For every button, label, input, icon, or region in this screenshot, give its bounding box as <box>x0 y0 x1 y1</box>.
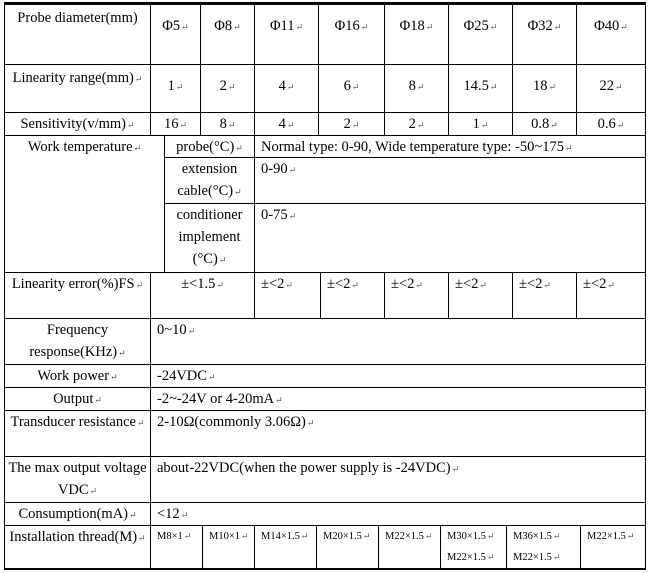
paragraph-mark: ↵ <box>626 531 635 541</box>
max-output-voltage-label-text: The max output voltage VDC <box>8 460 147 498</box>
paragraph-mark: ↵ <box>552 531 561 541</box>
diameter-cell <box>200 4 254 64</box>
paragraph-mark: ↵ <box>486 531 495 541</box>
paragraph-mark: ↵ <box>425 22 434 32</box>
linearity-range-cell <box>384 64 448 112</box>
linearity-range-value: 2 <box>219 78 227 94</box>
sensitivity-value: 2 <box>343 116 351 132</box>
paragraph-mark: ↵ <box>550 120 558 130</box>
thread-cell <box>254 525 316 570</box>
paragraph-mark: ↵ <box>415 280 423 290</box>
diameter-value: Φ18 <box>399 18 425 34</box>
thread-value: M10×1 <box>209 531 241 542</box>
paragraph-mark: ↵ <box>489 22 498 32</box>
work-power-value-text: -24VDC <box>157 368 207 384</box>
max-output-voltage-label <box>4 456 150 502</box>
sensitivity-label-text: Sensitivity(v/mm) <box>20 116 126 132</box>
paragraph-mark: ↵ <box>110 372 118 382</box>
sensitivity-value: 16 <box>163 116 179 132</box>
linearity-range-value: 8 <box>408 78 416 94</box>
paragraph-mark: ↵ <box>133 143 142 153</box>
linearity-error-label-text: Linearity error(%)FS <box>11 276 135 292</box>
paragraph-mark: ↵ <box>180 510 189 520</box>
linearity-range-value: 4 <box>278 78 286 94</box>
extension-cable-sub-text: extension cable(°C) <box>177 161 238 199</box>
sensitivity-value: 4 <box>278 116 286 132</box>
thread-value: M22×1.5 <box>587 531 626 542</box>
output-value-text: -2~-24V or 4-20mA <box>157 391 275 407</box>
spec-table <box>4 2 646 570</box>
conditioner-value <box>254 203 646 272</box>
diameter-cell <box>448 4 512 64</box>
output-label-text: Output <box>53 391 94 407</box>
sensitivity-value: 0.8 <box>531 116 550 132</box>
work-power-value <box>150 364 646 387</box>
diameter-value: Φ8 <box>214 18 233 34</box>
transducer-resistance-label-text: Transducer resistance <box>10 414 136 430</box>
paragraph-mark: ↵ <box>241 531 249 541</box>
transducer-resistance-value <box>150 410 646 456</box>
paragraph-mark: ↵ <box>235 143 243 153</box>
work-temperature-label <box>4 135 164 272</box>
work-power-label-text: Work power <box>37 368 110 384</box>
paragraph-mark: ↵ <box>553 22 562 32</box>
thread-value: M22×1.5 <box>513 552 552 563</box>
linearity-range-label <box>4 64 150 112</box>
linearity-error-value: ±<2 <box>583 276 607 292</box>
linearity-range-cell <box>200 64 254 112</box>
conditioner-sub-text: conditioner implement (°C) <box>176 207 243 267</box>
sensitivity-cell <box>150 112 200 135</box>
linearity-range-value: 18 <box>532 78 548 94</box>
sensitivity-value: 8 <box>219 116 227 132</box>
linearity-range-value: 1 <box>167 78 175 94</box>
probe-temp-value-text: Normal type: 0-90, Wide temperature type: -50~175 <box>261 139 564 155</box>
paragraph-mark: ↵ <box>234 187 242 197</box>
thread-cell <box>202 525 254 570</box>
thread-value: M22×1.5 <box>447 552 486 563</box>
linearity-range-cell <box>254 64 318 112</box>
linearity-error-value: ±<2 <box>261 276 285 292</box>
work-power-label <box>4 364 150 387</box>
thread-cell <box>378 525 440 570</box>
linearity-error-cell <box>448 272 512 318</box>
paragraph-mark: ↵ <box>424 531 433 541</box>
paragraph-mark: ↵ <box>479 280 487 290</box>
linearity-error-cell <box>384 272 448 318</box>
paragraph-mark: ↵ <box>126 120 135 130</box>
sensitivity-cell <box>512 112 576 135</box>
extension-cable-value <box>254 157 646 203</box>
max-output-voltage-value-text: about-22VDC(when the power supply is -24VDC) <box>157 460 451 476</box>
linearity-error-value: ±<2 <box>519 276 543 292</box>
linearity-error-cell <box>576 272 646 318</box>
linearity-error-label <box>4 272 150 318</box>
linearity-range-cell <box>512 64 576 112</box>
paragraph-mark: ↵ <box>218 255 227 265</box>
paragraph-mark: ↵ <box>129 510 137 520</box>
paragraph-mark: ↵ <box>616 120 625 130</box>
diameter-cell <box>318 4 384 64</box>
probe-temp-sub-text: probe(°C) <box>176 139 235 155</box>
diameter-cell <box>384 4 448 64</box>
probe-temp-value <box>254 135 646 157</box>
consumption-value-text: <12 <box>157 506 180 522</box>
thread-cell <box>150 525 202 570</box>
paragraph-mark: ↵ <box>489 82 498 92</box>
thread-cell <box>580 525 646 570</box>
thread-value: M8×1 <box>157 531 183 542</box>
paragraph-mark: ↵ <box>351 280 359 290</box>
paragraph-mark: ↵ <box>135 280 144 290</box>
frequency-response-label <box>4 318 150 364</box>
diameter-value: Φ11 <box>269 18 295 34</box>
linearity-range-value: 22 <box>599 78 614 94</box>
diameter-cell <box>576 4 646 64</box>
probe-diameter-label <box>4 4 150 64</box>
thread-value: M30×1.5 <box>447 531 486 542</box>
diameter-cell <box>254 4 318 64</box>
sensitivity-cell <box>254 112 318 135</box>
paragraph-mark: ↵ <box>620 22 628 32</box>
transducer-resistance-value-text: 2-10Ω(commonly 3.06Ω) <box>157 414 306 430</box>
paragraph-mark: ↵ <box>286 82 295 92</box>
max-output-voltage-value <box>150 456 646 502</box>
frequency-response-label-text: Frequency response(KHz) <box>29 322 118 360</box>
thread-value: M14×1.5 <box>261 531 300 542</box>
consumption-label-text: Consumption(mA) <box>18 506 128 522</box>
probe-temp-sub-label <box>164 135 254 157</box>
paragraph-mark: ↵ <box>416 120 425 130</box>
installation-thread-label <box>4 525 150 570</box>
conditioner-sub-label <box>164 203 254 272</box>
linearity-error-cell <box>150 272 254 318</box>
linearity-error-cell <box>320 272 384 318</box>
paragraph-mark: ↵ <box>306 418 315 428</box>
paragraph-mark: ↵ <box>362 531 371 541</box>
work-temperature-label-text: Work temperature <box>27 139 133 155</box>
extension-cable-sub-label <box>164 157 254 203</box>
sensitivity-label <box>4 112 150 135</box>
paragraph-mark: ↵ <box>138 533 146 543</box>
conditioner-value-text: 0-75 <box>261 207 288 223</box>
paragraph-mark: ↵ <box>181 22 189 32</box>
thread-value: M22×1.5 <box>385 531 424 542</box>
paragraph-mark: ↵ <box>216 280 224 290</box>
linearity-error-value: ±<2 <box>391 276 415 292</box>
thread-value: M20×1.5 <box>323 531 362 542</box>
transducer-resistance-label <box>4 410 150 456</box>
paragraph-mark: ↵ <box>187 326 196 336</box>
extension-cable-value-text: 0-90 <box>261 161 288 177</box>
paragraph-mark: ↵ <box>351 82 360 92</box>
diameter-value: Φ25 <box>463 18 489 34</box>
paragraph-mark: ↵ <box>175 82 184 92</box>
sensitivity-cell <box>318 112 384 135</box>
sensitivity-cell <box>576 112 646 135</box>
thread-value: M36×1.5 <box>513 531 552 542</box>
paragraph-mark: ↵ <box>486 552 495 562</box>
paragraph-mark: ↵ <box>136 418 145 428</box>
paragraph-mark: ↵ <box>134 74 143 84</box>
paragraph-mark: ↵ <box>614 82 623 92</box>
linearity-error-value: ±<1.5 <box>181 276 216 292</box>
diameter-value: Φ32 <box>527 18 553 34</box>
linearity-range-label-text: Linearity range(mm) <box>12 70 134 86</box>
sensitivity-cell <box>200 112 254 135</box>
paragraph-mark: ↵ <box>207 372 216 382</box>
thread-cell <box>316 525 378 570</box>
paragraph-mark: ↵ <box>543 280 551 290</box>
diameter-value: Φ16 <box>334 18 360 34</box>
linearity-error-value: ±<2 <box>327 276 351 292</box>
paragraph-mark: ↵ <box>227 82 236 92</box>
sensitivity-cell <box>448 112 512 135</box>
paragraph-mark: ↵ <box>360 22 369 32</box>
paragraph-mark: ↵ <box>564 143 573 153</box>
paragraph-mark: ↵ <box>300 531 309 541</box>
linearity-range-value: 6 <box>343 78 351 94</box>
installation-thread-label-text: Installation thread(M) <box>9 529 138 545</box>
consumption-value <box>150 502 646 525</box>
paragraph-mark: ↵ <box>227 120 236 130</box>
paragraph-mark: ↵ <box>607 280 615 290</box>
sensitivity-cell <box>384 112 448 135</box>
frequency-response-value-text: 0~10 <box>157 322 187 338</box>
paragraph-mark: ↵ <box>416 82 425 92</box>
output-label <box>4 387 150 410</box>
linearity-range-value: 14.5 <box>463 78 489 94</box>
consumption-label <box>4 502 150 525</box>
paragraph-mark: ↵ <box>118 348 126 358</box>
paragraph-mark: ↵ <box>183 531 192 541</box>
paragraph-mark: ↵ <box>94 395 102 405</box>
frequency-response-value <box>150 318 646 364</box>
paragraph-mark: ↵ <box>275 395 283 405</box>
thread-cell <box>440 525 506 570</box>
paragraph-mark: ↵ <box>552 552 561 562</box>
linearity-error-cell <box>512 272 576 318</box>
paragraph-mark: ↵ <box>351 120 360 130</box>
paragraph-mark: ↵ <box>451 464 460 474</box>
paragraph-mark: ↵ <box>286 120 295 130</box>
linearity-range-cell <box>150 64 200 112</box>
paragraph-mark: ↵ <box>233 22 241 32</box>
paragraph-mark: ↵ <box>179 120 188 130</box>
paragraph-mark: ↵ <box>288 165 297 175</box>
linearity-error-cell <box>254 272 320 318</box>
linearity-range-cell <box>448 64 512 112</box>
thread-cell <box>506 525 580 570</box>
diameter-value: Φ5 <box>162 18 181 34</box>
paragraph-mark: ↵ <box>89 486 98 496</box>
linearity-error-value: ±<2 <box>455 276 479 292</box>
paragraph-mark: ↵ <box>288 211 297 221</box>
diameter-cell <box>512 4 576 64</box>
sensitivity-value: 2 <box>408 116 416 132</box>
diameter-value: Φ40 <box>594 18 620 34</box>
paragraph-mark: ↵ <box>295 22 304 32</box>
sensitivity-value: 1 <box>472 116 480 132</box>
probe-diameter-label-text: Probe diameter(mm) <box>17 10 138 26</box>
linearity-range-cell <box>318 64 384 112</box>
linearity-range-cell <box>576 64 646 112</box>
output-value <box>150 387 646 410</box>
sensitivity-value: 0.6 <box>597 116 616 132</box>
diameter-cell <box>150 4 200 64</box>
paragraph-mark: ↵ <box>285 280 293 290</box>
paragraph-mark: ↵ <box>480 120 489 130</box>
paragraph-mark: ↵ <box>548 82 557 92</box>
